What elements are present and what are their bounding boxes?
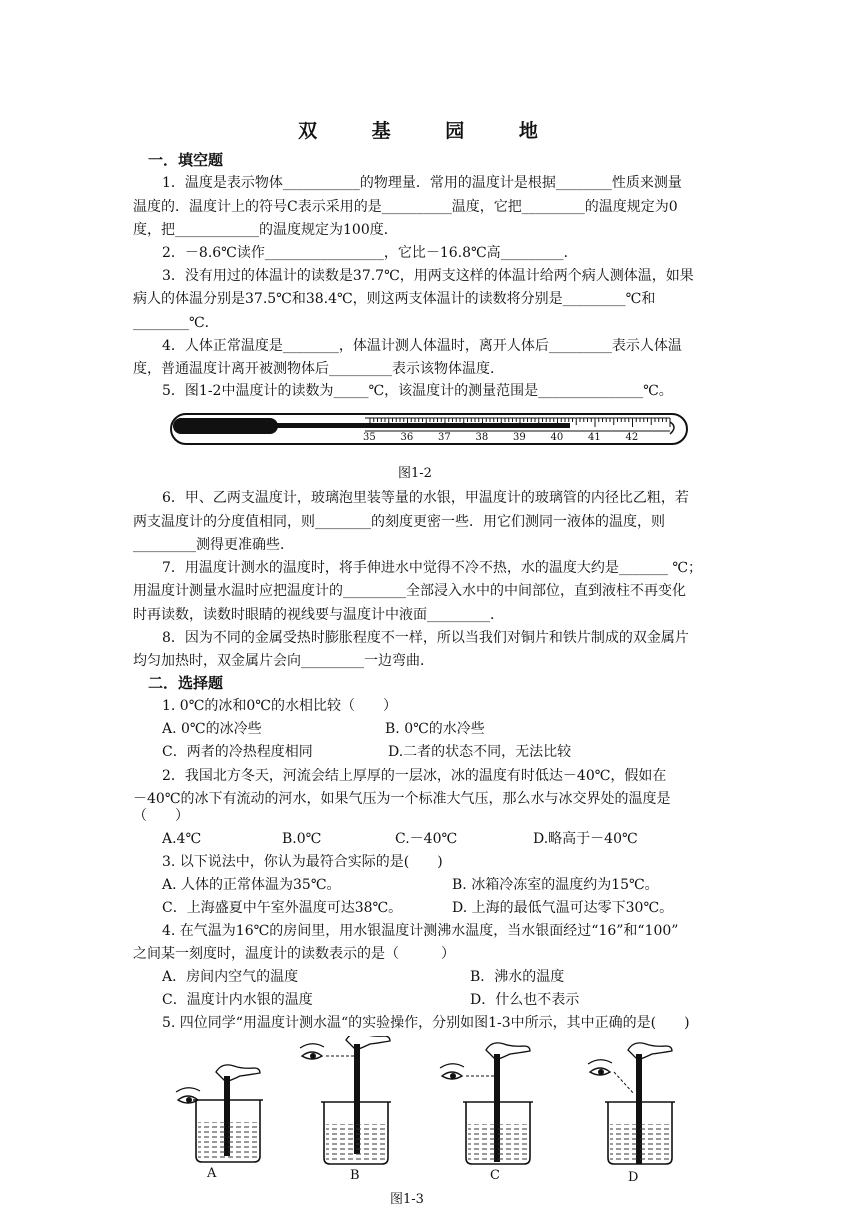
thermometer-tick-label: 42 <box>625 432 639 443</box>
q3-line2: 病人的体温分别是37.5℃和38.4℃，则这两支体温计的读数将分别是_________℃和 <box>133 291 656 307</box>
q6-line1: 6．甲、乙两支温度计，玻璃泡里装等量的水银，甲温度计的玻璃管的内径比乙粗，若 <box>162 490 689 506</box>
c4-question-line2: 之间某一刻度时，温度计的读数表示的是（ ） <box>133 946 455 962</box>
c2-option-d: D.略高于－40℃ <box>533 831 638 847</box>
figure-1-3-drawing <box>160 1036 760 1176</box>
thermometer-tick-label: 40 <box>550 432 564 443</box>
thermometer-figure <box>170 410 690 450</box>
figure-1-3-caption: 图1-3 <box>390 1192 424 1207</box>
q4-line1: 4．人体正常温度是________，体温计测人体温时，离开人体后_________表示人体温 <box>162 338 682 354</box>
figure-1-3-label-b: B <box>350 1168 360 1183</box>
c3-option-c: C．上海盛夏中午室外温度可达38℃。 <box>162 900 403 916</box>
setup-c <box>440 1043 533 1164</box>
setup-d <box>588 1043 675 1164</box>
c3-option-b: B. 冰箱冷冻室的温度约为15℃。 <box>452 877 659 893</box>
thermometer-tick-label: 35 <box>363 432 376 443</box>
c3-option-d: D. 上海的最低气温可达零下30℃。 <box>452 900 674 916</box>
q1-line1: 1．温度是表示物体___________的物理量．常用的温度计是根据________性质来测量 <box>162 175 682 191</box>
q3-line3: ________℃． <box>133 315 219 331</box>
c3-question: 3. 以下说法中，你认为最符合实际的是( ) <box>162 854 443 870</box>
q2-line1: 2．－8.6℃读作_________________，它比－16.8℃高_________． <box>162 245 578 261</box>
c2-option-a: A.4℃ <box>162 831 202 847</box>
thermometer-tick-label: 38 <box>475 432 489 443</box>
q7-line2: 用温度计测量水温时应把温度计的_________全部浸入水中的中间部位，直到液柱不再变化 <box>133 583 686 599</box>
q7-line3: 时再读数，读数时眼睛的视线要与温度计中液面_________． <box>133 607 504 623</box>
c2-question-line3: （ ） <box>133 808 189 824</box>
q7-line1: 7．用温度计测水的温度时，将手伸进水中觉得不冷不热，水的温度大约是_______ ℃； <box>162 560 703 576</box>
thermometer-tick-label: 37 <box>438 432 451 443</box>
setup-a <box>176 1065 263 1162</box>
figure-1-3-label-c: C <box>490 1168 500 1183</box>
section-heading-choice: 二．选择题 <box>148 674 224 692</box>
page-title: 双 基 园 地 <box>298 120 562 142</box>
c4-option-a: A．房间内空气的温度 <box>162 969 299 985</box>
c3-option-a: A. 人体的正常体温为35℃。 <box>162 877 341 893</box>
c1-option-c: C．两者的冷热程度相同 <box>162 744 313 760</box>
setup-b <box>300 1036 391 1164</box>
c2-option-c: C.－40℃ <box>395 831 458 847</box>
q1-line2: 温度的．温度计上的符号C表示采用的是__________温度，它把_________的温度规定为0 <box>133 199 678 215</box>
section-heading-fill: 一．填空题 <box>148 151 224 169</box>
q1-line3: 度，把____________的温度规定为100度． <box>133 222 398 238</box>
c4-option-b: B．沸水的温度 <box>470 969 565 985</box>
figure-1-3-label-a: A <box>207 1166 217 1181</box>
c2-question-line2: －40℃的冰下有流动的河水，如果气压为一个标准大气压，那么水与冰交界处的温度是 <box>133 791 671 807</box>
c4-option-c: C．温度计内水银的温度 <box>162 992 313 1008</box>
c1-question: 1. 0℃的冰和0℃的水相比较（ ） <box>162 698 397 714</box>
q5-line1: 5．图1-2中温度计的读数为_____℃，该温度计的测量范围是_______________℃。 <box>162 383 673 399</box>
c1-option-a: A. 0℃的冰冷些 <box>162 721 262 737</box>
c5-question: 5. 四位同学“用温度计测水温“的实验操作，分别如图1-3中所示，其中正确的是( ) <box>162 1015 690 1031</box>
q4-line2: 度，普通温度计离开被测物体后_________表示该物体温度． <box>133 361 504 377</box>
thermometer-tick-label: 39 <box>513 432 526 443</box>
q6-line2: 两支温度计的分度值相同，则________的刻度更密一些．用它们测同一液体的温度，则 <box>133 514 665 530</box>
figure-1-2-caption: 图1-2 <box>398 466 432 481</box>
q8-line2: 均匀加热时，双金属片会向_________一边弯曲． <box>133 653 434 669</box>
c1-option-b: B. 0℃的水冷些 <box>385 721 485 737</box>
c2-question-line1: 2．我国北方冬天，河流会结上厚厚的一层冰，冰的温度有时低达－40℃，假如在 <box>162 768 667 784</box>
c2-option-b: B.0℃ <box>282 831 322 847</box>
q8-line1: 8．因为不同的金属受热时膨胀程度不一样，所以当我们对铜片和铁片制成的双金属片 <box>162 630 689 646</box>
figure-1-3-label-d: D <box>628 1170 639 1185</box>
c4-question-line1: 4. 在气温为16℃的房间里，用水银温度计测沸水温度，当水银面经过“16”和“100” <box>162 923 679 939</box>
c1-option-d: D.二者的状态不同，无法比较 <box>388 744 572 760</box>
q3-line1: 3．没有用过的体温计的读数是37.7℃，用两支这样的体温计给两个病人测体温，如果 <box>162 268 694 284</box>
thermometer-tick-label: 36 <box>400 432 414 443</box>
c4-option-d: D．什么也不表示 <box>470 992 580 1008</box>
thermometer-tick-label: 41 <box>588 432 601 443</box>
q6-line3: _________测得更准确些． <box>133 537 294 553</box>
